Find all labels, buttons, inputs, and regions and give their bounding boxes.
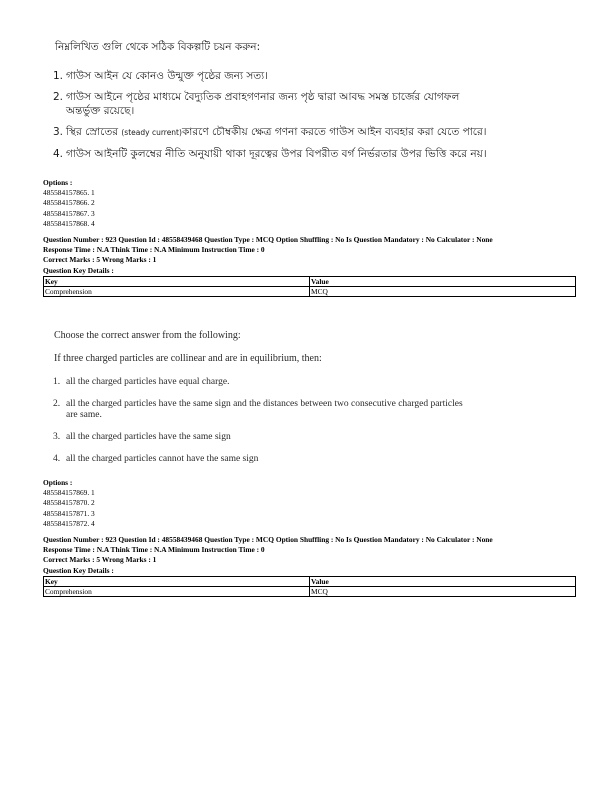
question1-image — [53, 40, 593, 168]
choice-number: 1. — [53, 377, 61, 387]
choice-text-pre: স্থির স্রোতের — [66, 126, 122, 138]
option-id: 485584157870. 2 — [43, 498, 95, 508]
key-details-label: Question Key Details : — [43, 265, 114, 275]
choice-text-post: কারণে চৌম্বকীয় ক্ষেত্র গণনা করতে গাউস আইন ব্যবহার করা যেতে পারে। — [181, 126, 487, 138]
question2-choice — [53, 399, 513, 421]
choice-text-english: (steady current) — [121, 128, 182, 137]
question2-choice — [53, 432, 513, 443]
question1-choice — [53, 90, 593, 118]
marks-line: Correct Marks : 5 Wrong Marks : 1 — [43, 255, 157, 265]
options-label: Options : — [43, 478, 73, 487]
value-cell: MCQ — [310, 286, 576, 296]
question1-instruction: নিম্নলিখিত গুলি থেকে সঠিক বিকল্পটি চয়ন করুন: — [55, 41, 261, 53]
choice-number: 4. — [53, 148, 64, 160]
choice-text: গাউস আইনটি কুলম্বের নীতি অনুযায়ী থাকা দূরত্বের উপর বিপরীত বর্গ নির্ভরতার উপর ভিত্তি করে নয়। — [66, 148, 487, 160]
key-table-header — [44, 576, 576, 586]
response-time-line: Response Time : N.A Think Time : N.A Minimum Instruction Time : 0 — [43, 545, 265, 555]
key-table-row — [44, 586, 576, 596]
option-id: 485584157867. 3 — [43, 208, 95, 218]
choice-number: 3. — [53, 432, 61, 442]
key-cell: Comprehension — [44, 586, 310, 596]
key-table — [43, 276, 576, 297]
value-header: Value — [310, 276, 576, 286]
choice-number: 2. — [53, 91, 64, 103]
choice-number: 1. — [53, 70, 64, 82]
question-info-line: Question Number : 923 Question Id : 48558439468 Question Type : MCQ Option Shuffling : No Is Question Mandatory : No Calculator : None — [43, 235, 493, 245]
option-id: 485584157866. 2 — [43, 198, 95, 208]
key-cell: Comprehension — [44, 286, 310, 296]
question2-stem: If three charged particles are collinear and are in equilibrium, then: — [54, 353, 322, 364]
choice-text: all the charged particles have equal charge. — [66, 377, 230, 387]
key-table-header — [44, 276, 576, 286]
option-id: 485584157869. 1 — [43, 488, 95, 498]
question1-choice — [53, 147, 593, 161]
choice-text: গাউস আইন যে কোনও উন্মুক্ত পৃষ্ঠের জন্য সত্য। — [66, 70, 268, 82]
choice-text: all the charged particles cannot have the same sign — [66, 454, 259, 464]
options-label: Options : — [43, 178, 73, 187]
question-info-line: Question Number : 923 Question Id : 48558439468 Question Type : MCQ Option Shuffling : No Is Question Mandatory : No Calculator : None — [43, 535, 493, 545]
question2-choices — [53, 377, 513, 465]
question2-image — [53, 330, 513, 476]
question1-choices — [53, 69, 593, 161]
key-header: Key — [44, 276, 310, 286]
key-table — [43, 576, 576, 597]
choice-number: 4. — [53, 454, 61, 464]
question2-choice — [53, 377, 513, 388]
marks-line: Correct Marks : 5 Wrong Marks : 1 — [43, 555, 157, 565]
value-cell: MCQ — [310, 586, 576, 596]
option-id: 485584157871. 3 — [43, 508, 95, 518]
choice-text: all the charged particles have the same sign — [66, 432, 231, 442]
choice-text: all the charged particles have the same sign and the distances between two consecutive charged particles — [66, 399, 463, 409]
response-time-line: Response Time : N.A Think Time : N.A Minimum Instruction Time : 0 — [43, 245, 265, 255]
question2-meta — [43, 478, 576, 597]
choice-text-continued: অন্তর্ভুক্ত রয়েছে। — [66, 105, 135, 117]
option-id: 485584157872. 4 — [43, 518, 95, 528]
key-details-label: Question Key Details : — [43, 565, 114, 575]
question2-choice — [53, 454, 513, 465]
option-id: 485584157865. 1 — [43, 188, 95, 198]
value-header: Value — [310, 576, 576, 586]
choice-number: 2. — [53, 399, 61, 409]
choice-text: গাউস আইনে পৃষ্ঠের মাধ্যমে বৈদ্যুতিক প্রবাহগণনার জন্য পৃষ্ঠ দ্বারা আবদ্ধ সমস্ত চার্জের যোগফল — [66, 91, 460, 103]
choice-number: 3. — [53, 126, 64, 138]
key-table-row — [44, 286, 576, 296]
question1-choice — [53, 125, 593, 140]
option-id: 485584157868. 4 — [43, 218, 95, 228]
question2-instruction: Choose the correct answer from the following: — [54, 330, 241, 341]
question1-choice — [53, 69, 593, 83]
choice-text-continued: are same. — [66, 410, 102, 420]
key-header: Key — [44, 576, 310, 586]
question1-meta — [43, 178, 576, 297]
